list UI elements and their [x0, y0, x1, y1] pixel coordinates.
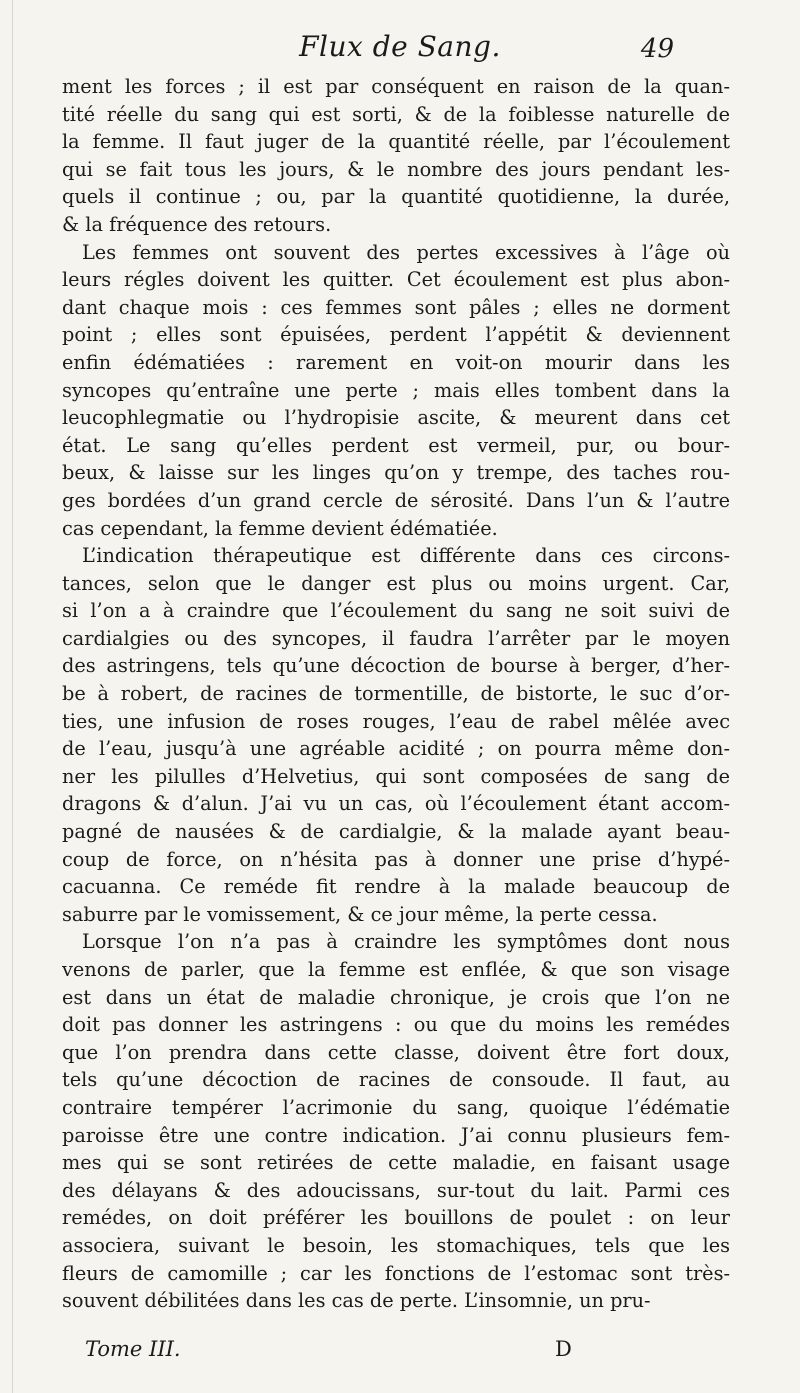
text-line: contraire tempérer l’acrimonie du sang, quoique l’édématie — [62, 1095, 730, 1119]
text-line: saburre par le vomissement, & ce jour même, la perte cessa. — [62, 902, 658, 926]
text-line: L’indication thérapeutique est différente dans ces circons- — [82, 544, 730, 568]
text-line: doit pas donner les astringens : ou que du moins les remédes — [62, 1013, 730, 1037]
text-line: be à robert, de racines de tormentille, de bistorte, le suc d’or- — [62, 682, 730, 706]
text-line: que l’on prendra dans cette classe, doivent être fort doux, — [62, 1040, 730, 1064]
text-line: ner les pilulles d’Helvetius, qui sont composées de sang de — [62, 764, 730, 788]
page-number: 49 — [640, 34, 674, 64]
text-line: si l’on a à craindre que l’écoulement du sang ne soit suivi de — [62, 599, 730, 623]
text-line: fleurs de camomille ; car les fonctions de l’estomac sont très- — [62, 1261, 730, 1285]
text-line: état. Le sang qu’elles perdent est vermeil, pur, ou bour- — [62, 433, 730, 457]
text-line: coup de force, on n’hésita pas à donner une prise d’hypé- — [62, 847, 730, 871]
text-line: & la fréquence des retours. — [62, 212, 332, 236]
text-line: beux, & laisse sur les linges qu’on y trempe, des taches rou- — [62, 461, 730, 485]
page-header — [0, 30, 800, 70]
text-line: point ; elles sont épuisées, perdent l’appétit & deviennent — [62, 323, 730, 347]
running-title: Flux de Sang. — [299, 30, 501, 63]
text-line: la femme. Il faut juger de la quantité réelle, par l’écoulement — [62, 130, 730, 154]
text-line: leurs régles doivent les quitter. Cet écoulement est plus abon- — [62, 268, 730, 292]
text-line: ges bordées d’un grand cercle de sérosité. Dans l’un & l’autre — [62, 488, 730, 512]
tome-label: Tome III. — [85, 1337, 181, 1361]
text-line: Lorsque l’on n’a pas à craindre les symptômes dont nous — [82, 930, 730, 954]
text-line: est dans un état de maladie chronique, je crois que l’on ne — [62, 985, 730, 1009]
page-footer — [85, 1337, 715, 1365]
text-line: ment les forces ; il est par conséquent en raison de la quan- — [62, 75, 730, 98]
text-line: cas cependant, la femme devient édématiée. — [62, 516, 498, 540]
text-line: cardialgies ou des syncopes, il faudra l’arrêter par le moyen — [62, 626, 730, 650]
text-line: de l’eau, jusqu’à une agréable acidité ; on pourra même don- — [62, 737, 730, 761]
text-line: mes qui se sont retirées de cette maladie, en faisant usage — [62, 1151, 730, 1175]
text-line: leucophlegmatie ou l’hydropisie ascite, & meurent dans cet — [62, 406, 730, 430]
text-line: Les femmes ont souvent des pertes excessives à l’âge où — [82, 240, 730, 264]
text-line: dant chaque mois : ces femmes sont pâles ; elles ne dorment — [62, 295, 730, 319]
text-line: tels qu’une décoction de racines de consoude. Il faut, au — [62, 1068, 730, 1092]
page-edge-line — [12, 0, 13, 1393]
text-line: syncopes qu’entraîne une perte ; mais elles tombent dans la — [62, 378, 730, 402]
text-line: pagné de nausées & de cardialgie, & la malade ayant beau- — [62, 820, 730, 844]
text-line: tances, selon que le danger est plus ou moins urgent. Car, — [62, 571, 730, 595]
text-line: souvent débilitées dans les cas de perte. L’insomnie, un pru- — [62, 1289, 651, 1313]
text-line: des astringens, tels qu’une décoction de bourse à berger, d’her- — [62, 654, 730, 678]
text-line: dragons & d’alun. J’ai vu un cas, où l’écoulement étant accom- — [62, 792, 730, 816]
text-line: cacuanna. Ce reméde fit rendre à la malade beaucoup de — [62, 875, 730, 899]
text-line: enfin édématiées : rarement en voit-on mourir dans les — [62, 350, 730, 374]
text-line: paroisse être une contre indication. J’ai connu plusieurs fem- — [62, 1123, 730, 1147]
text-line: venons de parler, que la femme est enflée, & que son visage — [62, 958, 730, 981]
text-line: qui se fait tous les jours, & le nombre des jours pendant les- — [62, 157, 730, 181]
text-line: tité réelle du sang qui est sorti, & de la foiblesse naturelle de — [62, 102, 730, 126]
text-line: remédes, on doit préférer les bouillons de poulet : on leur — [62, 1206, 730, 1230]
body-text — [62, 73, 730, 1315]
text-line: des délayans & des adoucissans, sur-tout du lait. Parmi ces — [62, 1178, 730, 1202]
signature-mark: D — [555, 1337, 572, 1361]
text-line: ties, une infusion de roses rouges, l’eau de rabel mêlée avec — [62, 709, 730, 733]
text-line: quels il continue ; ou, par la quantité quotidienne, la durée, — [62, 185, 730, 209]
text-line: associera, suivant le besoin, les stomachiques, tels que les — [62, 1233, 730, 1257]
